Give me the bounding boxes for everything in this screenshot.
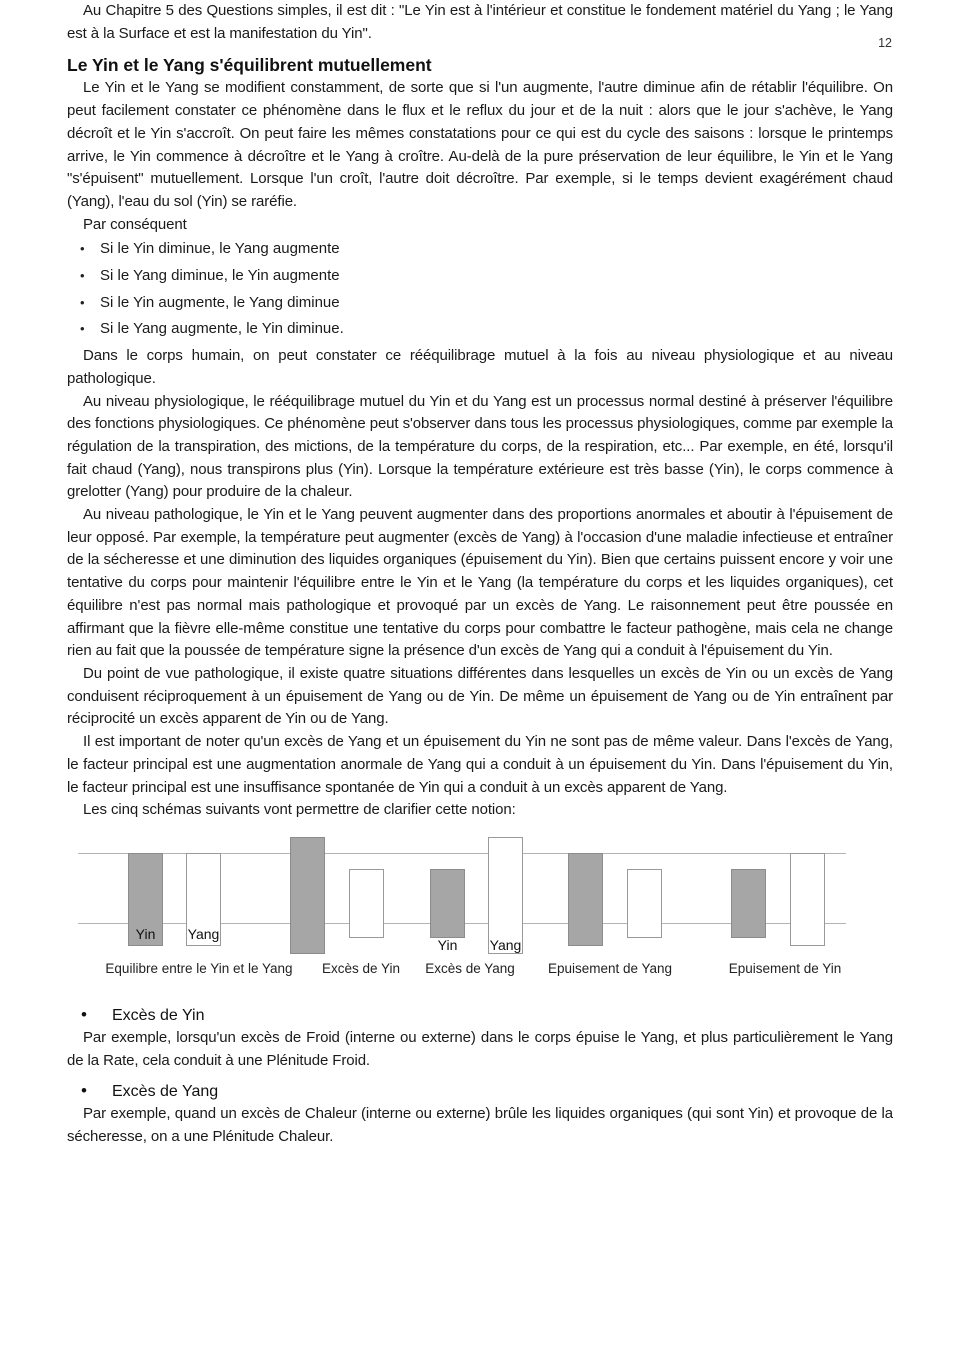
bullet-icon: • bbox=[80, 268, 85, 284]
yin-bar-label: Yin bbox=[437, 936, 458, 953]
paragraph-valeur: Il est important de noter qu'un excès de Yang et un épuisement du Yin ne sont pas de même valeur. Dans l'excès de Yang, le facteur principal est une augmentation anormale de Yang qui a conduit à un épuisement du Yin. Dans l'épuisement du Yin, le facteur principal est une insuffisance spontanée de Yin qui a conduit à un excès apparent de Yang. bbox=[67, 733, 893, 796]
paragraph-intro-quote: Au Chapitre 5 des Questions simples, il est dit : "Le Yin est à l'intérieur et constitue le fondement matériel du Yang ; le Yang est à la Surface et est la manifestation du Yin". bbox=[67, 2, 893, 42]
chart-caption: Equilibre entre le Yin et le Yang bbox=[105, 960, 293, 976]
paragraph-pathologique: Au niveau pathologique, le Yin et le Yang peuvent augmenter dans des proportions anormales et aboutir à l'épuisement de leur opposé. Par exemple, la température peut augmenter (excès de Yang) à l'occasion d'une maladie infectieuse et entraîner de la sécheresse et une diminution des liquides organiques (épuisement du Yin). Bien que certains puissent encore y voir une tentative du corps pour maintenir l'équilibre entre le Yin et le Yang (la température du corps et les liquides organiques), cet équilibre n'est pas normal mais pathologique et provoqué par un excès de Yang. Le raisonnement peut être poussée en affirmant que la fièvre elle-même constitue une tentative du corps pour combattre le facteur pathogène, mais cela ne change rien au fait que la poussée de température signe la présence d'un excès de Yang qui a conduit à l'épuisement du Yin. bbox=[67, 506, 893, 660]
paragraph-plenitude-chaleur: Par exemple, quand un excès de Chaleur (interne ou externe) brûle les liquides organiques (qui sont Yin) et provoque de la sécheresse, on a une Plénitude Chaleur. bbox=[67, 1105, 893, 1146]
bullet-icon: • bbox=[80, 321, 85, 337]
chart-caption: Epuisement de Yang bbox=[547, 960, 673, 976]
yin-yang-diagram bbox=[90, 830, 856, 985]
list-item bbox=[67, 238, 893, 261]
paragraph-balance: Le Yin et le Yang se modifient constamment, de sorte que si l'un augmente, l'autre diminue afin de rétablir l'équilibre. On peut facilement constater ce phénomène dans le flux et le reflux du jour et de la nuit : alors que le jour s'achève, le Yang décroît et le Yin s'accroît. On peut faire les mêmes constatations pour ce qui est du cycle des saisons : lorsque le printemps arrive, le Yin commence à décroître et le Yang à croître. Au-delà de la pure préservation de leur équilibre, le Yin et le Yang "s'épuisent" mutuellement. Lorsque l'un croît, l'autre doit décroître. Par exemple, si le temps devient exagérément chaud (Yang), l'eau du sol (Yin) se raréfie. bbox=[67, 79, 893, 210]
chart-caption: Excès de Yin bbox=[321, 960, 401, 976]
heading-label: Excès de Yin bbox=[112, 1006, 205, 1024]
list-item-label: Si le Yin augmente, le Yang diminue bbox=[100, 293, 340, 311]
bullet-icon: • bbox=[80, 294, 85, 310]
chart-caption: Epuisement de Yin bbox=[728, 960, 842, 976]
bullet-icon: • bbox=[81, 1081, 87, 1101]
list-item bbox=[67, 265, 893, 288]
yang-bar-label: Yang bbox=[489, 936, 522, 953]
paragraph-schemas-annonce: Les cinq schémas suivants vont permettre de clarifier cette notion: bbox=[83, 801, 516, 819]
chart-caption: Excès de Yang bbox=[425, 960, 515, 976]
bullet-icon: • bbox=[80, 241, 85, 257]
yang-bar-label: Yang bbox=[187, 925, 220, 942]
yin-bar-deficient bbox=[430, 869, 465, 938]
list-item bbox=[67, 318, 893, 341]
paragraph-plenitude-froid: Par exemple, lorsqu'un excès de Froid (interne ou externe) dans le corps épuise le Yang, et plus particulièrement le Yang de la Rate, cela conduit à une Plénitude Froid. bbox=[67, 1028, 893, 1069]
bullet-icon: • bbox=[81, 1004, 87, 1024]
section-title: Le Yin et le Yang s'équilibrent mutuellement bbox=[67, 55, 432, 76]
paragraph-physiologique: Au niveau physiologique, le rééquilibrage mutuel du Yin et du Yang est un processus normal destiné à préserver l'équilibre des fonctions physiologiques. Ce phénomène peut s'observer dans tous les processus physiologiques, comme par exemple la régulation de la transpiration, des mictions, de la température du corps, de la respiration, etc... Par exemple, en été, lorsqu'il fait chaud (Yang), nous transpirons plus (Yin). Lorsque la température extérieure est très basse (Yin), le corps commence à grelotter (Yang) pour produire de la chaleur. bbox=[67, 392, 893, 501]
consequence-list bbox=[67, 238, 893, 341]
yin-bar-excess bbox=[290, 837, 325, 954]
yin-bar-normal bbox=[568, 853, 603, 946]
list-item-label: Si le Yin diminue, le Yang augmente bbox=[100, 240, 340, 258]
page-number: 12 bbox=[878, 36, 892, 50]
paragraph-corps-humain: Dans le corps humain, on peut constater ce rééquilibrage mutuel à la fois au niveau physiologique et au niveau pathologique. bbox=[67, 347, 893, 387]
list-item-label: Si le Yang augmente, le Yin diminue. bbox=[100, 320, 344, 338]
yin-bar-deficient bbox=[731, 869, 766, 938]
yin-bar-label: Yin bbox=[135, 925, 156, 942]
paragraph-consequent-label: Par conséquent bbox=[83, 215, 187, 233]
heading-exces-de-yang bbox=[67, 1081, 893, 1103]
list-item bbox=[67, 292, 893, 315]
list-item-label: Si le Yang diminue, le Yin augmente bbox=[100, 267, 340, 285]
heading-label: Excès de Yang bbox=[112, 1083, 219, 1101]
heading-exces-de-yin bbox=[67, 1005, 893, 1027]
yang-bar-normal bbox=[790, 853, 825, 946]
paragraph-quatre-situations: Du point de vue pathologique, il existe quatre situations différentes dans lesquelles un excès de Yin ou un excès de Yang conduisent réciproquement à un épuisement de Yang ou de Yin. De même un épuisement de Yang ou de Yin entraînent par réciprocité un excès apparent de Yin ou de Yang. bbox=[67, 664, 893, 728]
yang-bar-deficient bbox=[627, 869, 662, 938]
yang-bar-deficient bbox=[349, 869, 384, 938]
